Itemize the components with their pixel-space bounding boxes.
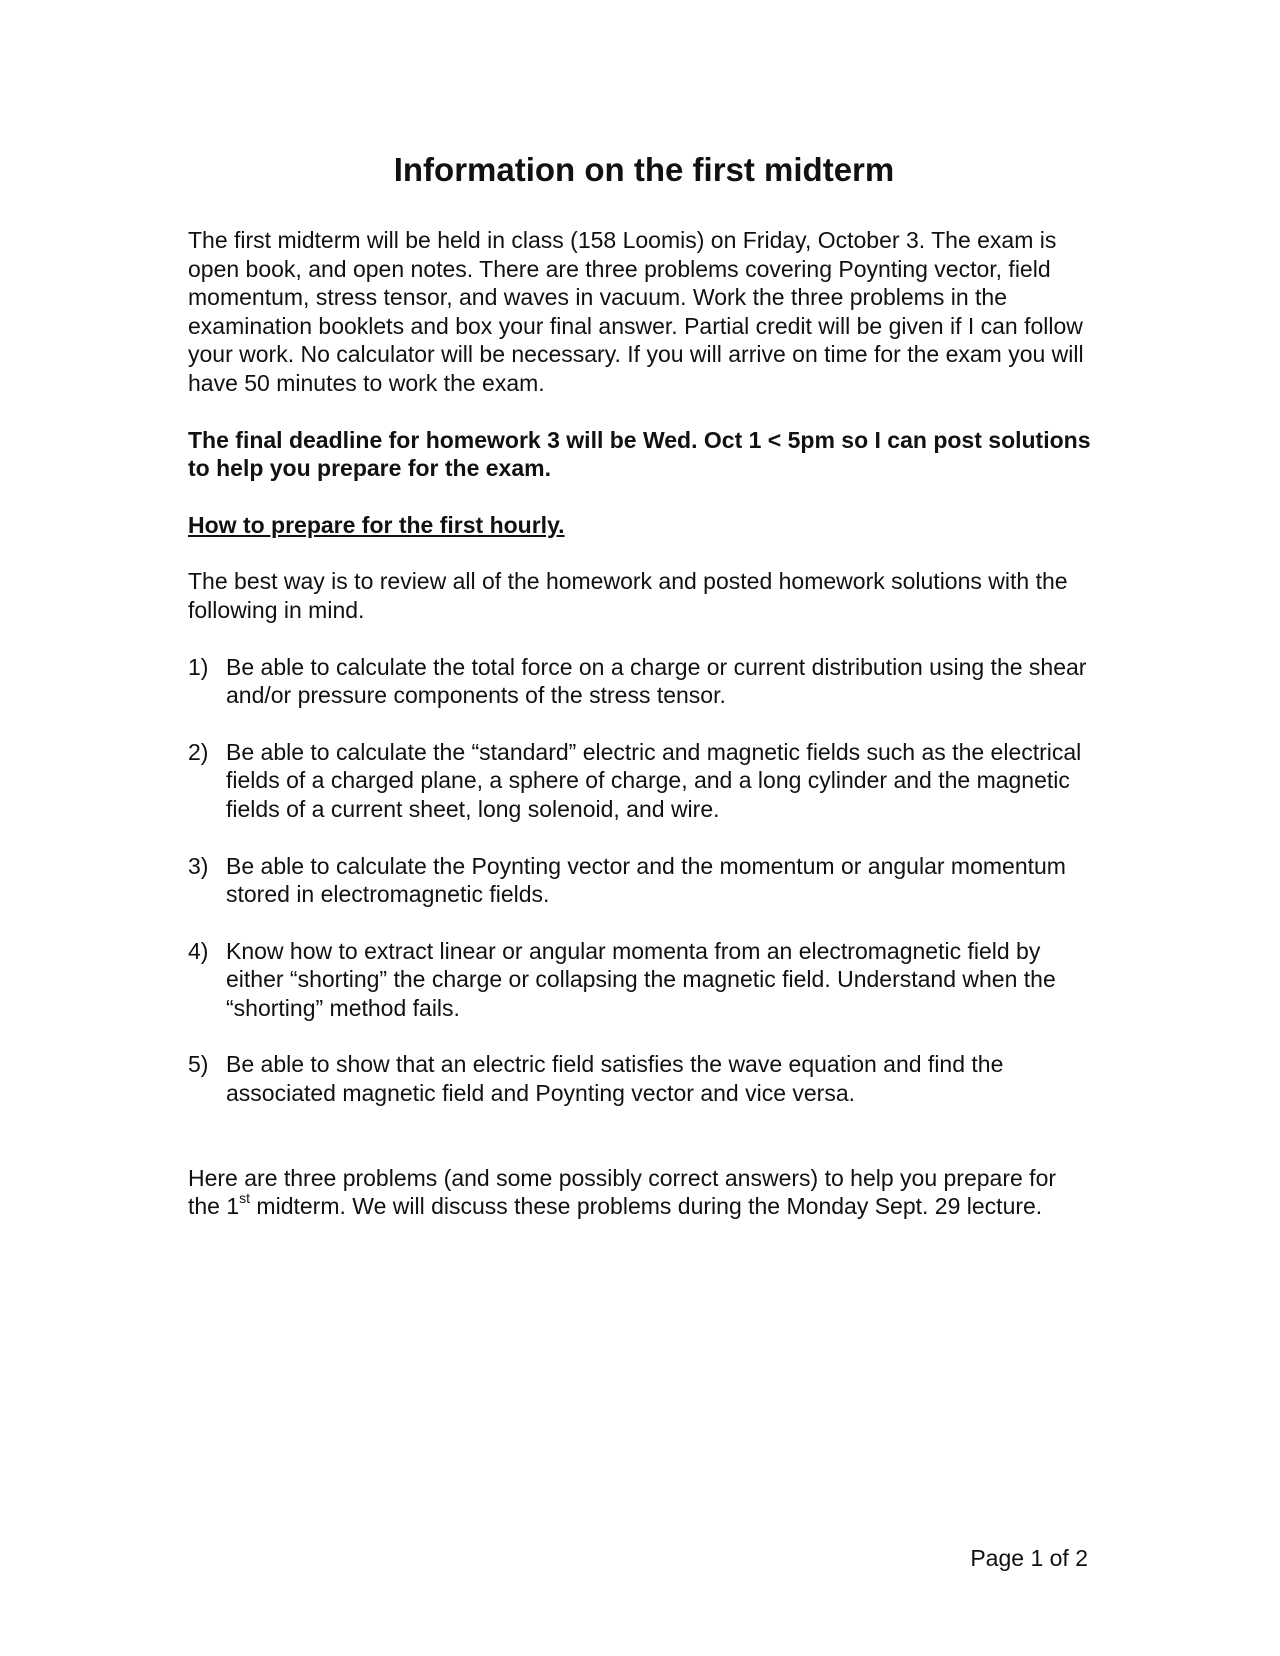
deadline-paragraph: The final deadline for homework 3 will be Wed. Oct 1 < 5pm so I can post solutions to help you prepare for the exam. [188,426,1091,482]
closing-text-start: Here are three problems (and some possibly correct answers) to help you prepare for the 1 [188,1164,1057,1220]
list-item-text: Be able to calculate the Poynting vector and the momentum or angular momentum stored in electromagnetic fields. [226,852,1066,908]
list-item-text: Be able to calculate the total force on a charge or current distribution using the shear and/or pressure components of the stress tensor. [226,653,1087,709]
closing-paragraph [188,1164,1092,1221]
ordinal-superscript: st [239,1189,251,1206]
list-item [188,937,1092,1023]
prep-heading: How to prepare for the first hourly. [188,511,565,538]
list-item-text: Be able to show that an electric field satisfies the wave equation and find the associated magnetic field and Poynting vector and vice versa. [226,1051,1004,1107]
list-item-number: 5) [188,1051,209,1078]
list-item-number: 3) [188,852,209,879]
closing-text-end: midterm. We will discuss these problems during the Monday Sept. 29 lecture. [250,1193,1043,1220]
intro-paragraph: The first midterm will be held in class (158 Loomis) on Friday, October 3. The exam is open book, and open notes. There are three problems covering Poynting vector, field momentum, stress tensor, and waves in vacuum. Work the three problems in the examination booklets and box your final answer. Partial credit will be given if I can follow your work. No calculator will be necessary. If you will arrive on time for the exam you will have 50 minutes to work the exam. [188,227,1084,396]
list-item [188,852,1092,909]
page-title: Information on the first midterm [393,151,895,188]
prep-intro-paragraph: The best way is to review all of the homework and posted homework solutions with the following in mind. [188,568,1068,623]
spacer [188,1136,1092,1164]
list-item [188,653,1092,710]
prep-list [188,653,1092,1108]
list-item-text: Be able to calculate the “standard” electric and magnetic fields such as the electrical fields of a charged plane, a sphere of charge, and a long cylinder and the magnetic fields of a current sheet, long solenoid, and wire. [226,738,1082,822]
list-item-number: 1) [188,653,209,680]
page-number: Page 1 of 2 [970,1545,1088,1571]
list-item-text: Know how to extract linear or angular momenta from an electromagnetic field by either “shorting” the charge or collapsing the magnetic field. Understand when the “shorting” method fails. [226,937,1056,1021]
list-item [188,1050,1092,1107]
document-body [188,148,1092,1249]
list-item-number: 2) [188,738,209,765]
list-item-number: 4) [188,937,209,964]
list-item [188,738,1092,824]
